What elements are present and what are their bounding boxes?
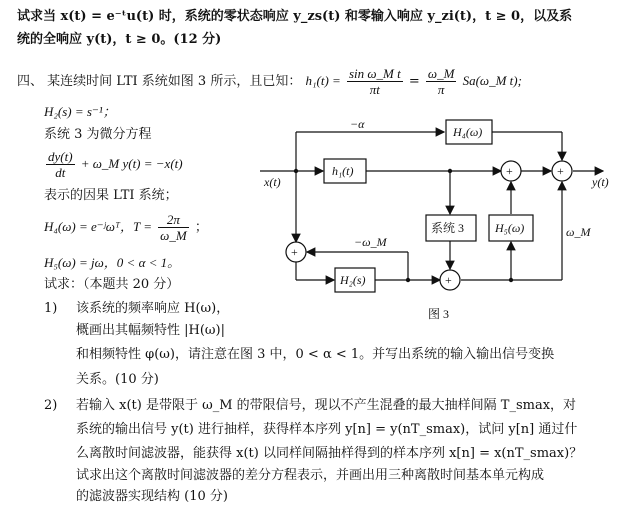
header-line-2: 统的全响应 y(t)，t ≥ 0。(12 分) bbox=[17, 32, 222, 47]
ode-tail: + ω_M y(t) = −x(t) bbox=[80, 156, 183, 171]
label-system3: 系统 3 bbox=[431, 221, 465, 235]
q1-line-4: 关系。(10 分) bbox=[76, 372, 159, 387]
q2-line-2: 系统的输出信号 y(t) 进行抽样，获得样本序列 y[n] = y(nT_smax)，试问 y[n] 通过什 bbox=[76, 422, 578, 437]
h4-numerator: 2π bbox=[158, 212, 189, 228]
label-output: y(t) bbox=[592, 175, 609, 189]
label-gain-wm: ω_M bbox=[566, 225, 591, 239]
q2-number: 2) bbox=[44, 398, 58, 413]
h1-fraction-2 bbox=[426, 66, 457, 97]
q1-line-2: 概画出其幅频特性 |H(ω)| bbox=[76, 323, 225, 338]
differential-equation bbox=[44, 149, 183, 180]
h1-frac1-numerator: sin ω_M t bbox=[348, 66, 401, 81]
q1-number: 1) bbox=[44, 301, 58, 316]
adder-middle-sign: + bbox=[506, 164, 513, 178]
causal-lti-text: 表示的因果 LTI 系统； bbox=[44, 188, 178, 203]
q2-line-1: 若输入 x(t) 是带限于 ω_M 的带限信号，现以不产生混叠的最大抽样间隔 T_smax，对 bbox=[76, 398, 577, 413]
q2-line-5: 的滤波器实现结构 (10 分) bbox=[76, 489, 228, 504]
adder-left-sign: + bbox=[291, 245, 298, 259]
q1-line-1: 该系统的频率响应 H(ω)， bbox=[76, 301, 230, 316]
h4-lhs: H₄(ω) = e⁻ʲωᵀ，T = bbox=[44, 219, 153, 234]
h4-definition bbox=[44, 212, 208, 243]
problem-4-heading bbox=[17, 66, 522, 97]
label-gain-neg-wm: −ω_M bbox=[354, 235, 387, 249]
label-input: x(t) bbox=[264, 175, 281, 189]
problem-intro: 某连续时间 LTI 系统如图 3 所示，且已知： bbox=[47, 74, 302, 89]
ode-fraction bbox=[46, 149, 75, 180]
ode-numerator: dy(t) bbox=[48, 149, 73, 164]
h4-denominator: ω_M bbox=[160, 228, 187, 243]
problem-number: 四、 bbox=[17, 74, 44, 89]
label-h5: H₅(ω) bbox=[495, 221, 525, 235]
label-h2: H₂(s) bbox=[340, 273, 366, 287]
ask-text: 试求：（本题共 20 分） bbox=[44, 277, 180, 292]
system-block-diagram bbox=[258, 116, 618, 326]
h1-lhs: h₁(t) = bbox=[305, 73, 341, 88]
q2-line-4: 试求出这个离散时间滤波器的差分方程表示，并画出用三种离散时间基本单元构成 bbox=[76, 468, 545, 483]
h1-frac2-numerator: ω_M bbox=[427, 66, 455, 81]
label-gain-alpha: −α bbox=[350, 117, 365, 131]
h1-equals: = bbox=[408, 74, 420, 89]
h4-tail: ； bbox=[194, 220, 208, 235]
system3-intro: 系统 3 为微分方程 bbox=[44, 127, 152, 142]
h1-frac2-denominator: π bbox=[437, 82, 445, 97]
label-h4: H₄(ω) bbox=[453, 125, 483, 139]
h1-tail: Sa(ω_M t); bbox=[462, 73, 522, 88]
h1-frac1-denominator: πt bbox=[369, 82, 380, 97]
adder-output-sign: + bbox=[557, 164, 564, 178]
q2-line-3: 么离散时间滤波器，能获得 x(t) 以同样间隔抽样得到的样本序列 x[n] = x(nT_smax)？ bbox=[76, 446, 583, 461]
h1-fraction-1 bbox=[347, 66, 403, 97]
q1-line-3: 和相频特性 φ(ω)，请注意在图 3 中，0 < α < 1。并写出系统的输入输出信号变换 bbox=[76, 347, 555, 362]
figure-caption: 图 3 bbox=[428, 307, 450, 321]
adder-bottom-sign: + bbox=[445, 273, 452, 287]
h4-fraction bbox=[158, 212, 189, 243]
header-line-1: 试求当 x(t) = e⁻ᵗu(t) 时，系统的零状态响应 y_zs(t) 和零输入响应 y_zi(t)，t ≥ 0，以及系 bbox=[17, 9, 573, 24]
ode-denominator: dt bbox=[55, 165, 66, 180]
label-h1: h₁(t) bbox=[332, 164, 354, 178]
h2-definition: H₂(s) = s⁻¹； bbox=[44, 104, 116, 119]
h5-definition: H₅(ω) = jω，0 < α < 1。 bbox=[44, 255, 181, 270]
